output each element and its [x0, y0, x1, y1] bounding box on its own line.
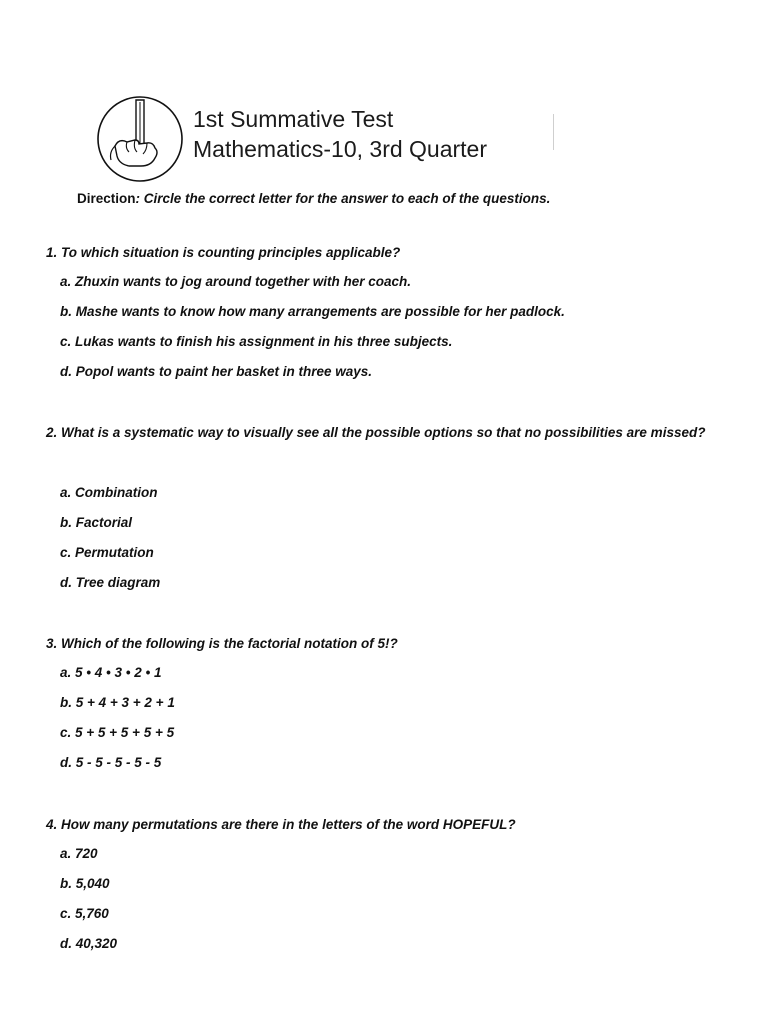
- answer-option[interactable]: d. 5 - 5 - 5 - 5 - 5: [60, 755, 162, 770]
- question-stem: 3. Which of the following is the factorial notation of 5!?: [46, 636, 398, 651]
- answer-option[interactable]: c. Permutation: [60, 545, 154, 560]
- question-stem: 2. What is a systematic way to visually see all the possible options so that no possibilities are missed?: [46, 425, 706, 440]
- test-title: [193, 104, 487, 164]
- test-header: [95, 96, 565, 182]
- answer-option[interactable]: b. 5 + 4 + 3 + 2 + 1: [60, 695, 175, 710]
- answer-option[interactable]: d. 40,320: [60, 936, 118, 951]
- answer-option[interactable]: c. Lukas wants to finish his assignment in his three subjects.: [60, 334, 453, 349]
- answer-option[interactable]: b. Mashe wants to know how many arrangements are possible for her padlock.: [60, 304, 565, 319]
- answer-option[interactable]: a. Zhuxin wants to jog around together with her coach.: [60, 274, 412, 289]
- answer-option[interactable]: b. 5,040: [60, 876, 110, 891]
- question-stem: 1. To which situation is counting principles applicable?: [46, 245, 401, 260]
- direction-line: [77, 191, 550, 206]
- answer-option[interactable]: a. 5 • 4 • 3 • 2 • 1: [60, 665, 162, 680]
- header-divider: [553, 114, 554, 150]
- answer-option[interactable]: d. Tree diagram: [60, 575, 161, 590]
- answer-option[interactable]: c. 5 + 5 + 5 + 5 + 5: [60, 725, 175, 740]
- title-line-2: Mathematics-10, 3rd Quarter: [193, 136, 488, 162]
- question-stem: 4. How many permutations are there in the letters of the word HOPEFUL?: [46, 817, 516, 832]
- pencil-hand-logo-icon: [95, 96, 185, 182]
- answer-option[interactable]: a. Combination: [60, 485, 158, 500]
- direction-label: Direction: [77, 191, 136, 206]
- answer-option[interactable]: d. Popol wants to paint her basket in three ways.: [60, 364, 373, 379]
- answer-option[interactable]: a. 720: [60, 846, 98, 861]
- direction-text: : Circle the correct letter for the answer to each of the questions.: [135, 191, 551, 206]
- answer-option[interactable]: b. Factorial: [60, 515, 133, 530]
- title-line-1: 1st Summative Test: [193, 106, 394, 132]
- answer-option[interactable]: c. 5,760: [60, 906, 109, 921]
